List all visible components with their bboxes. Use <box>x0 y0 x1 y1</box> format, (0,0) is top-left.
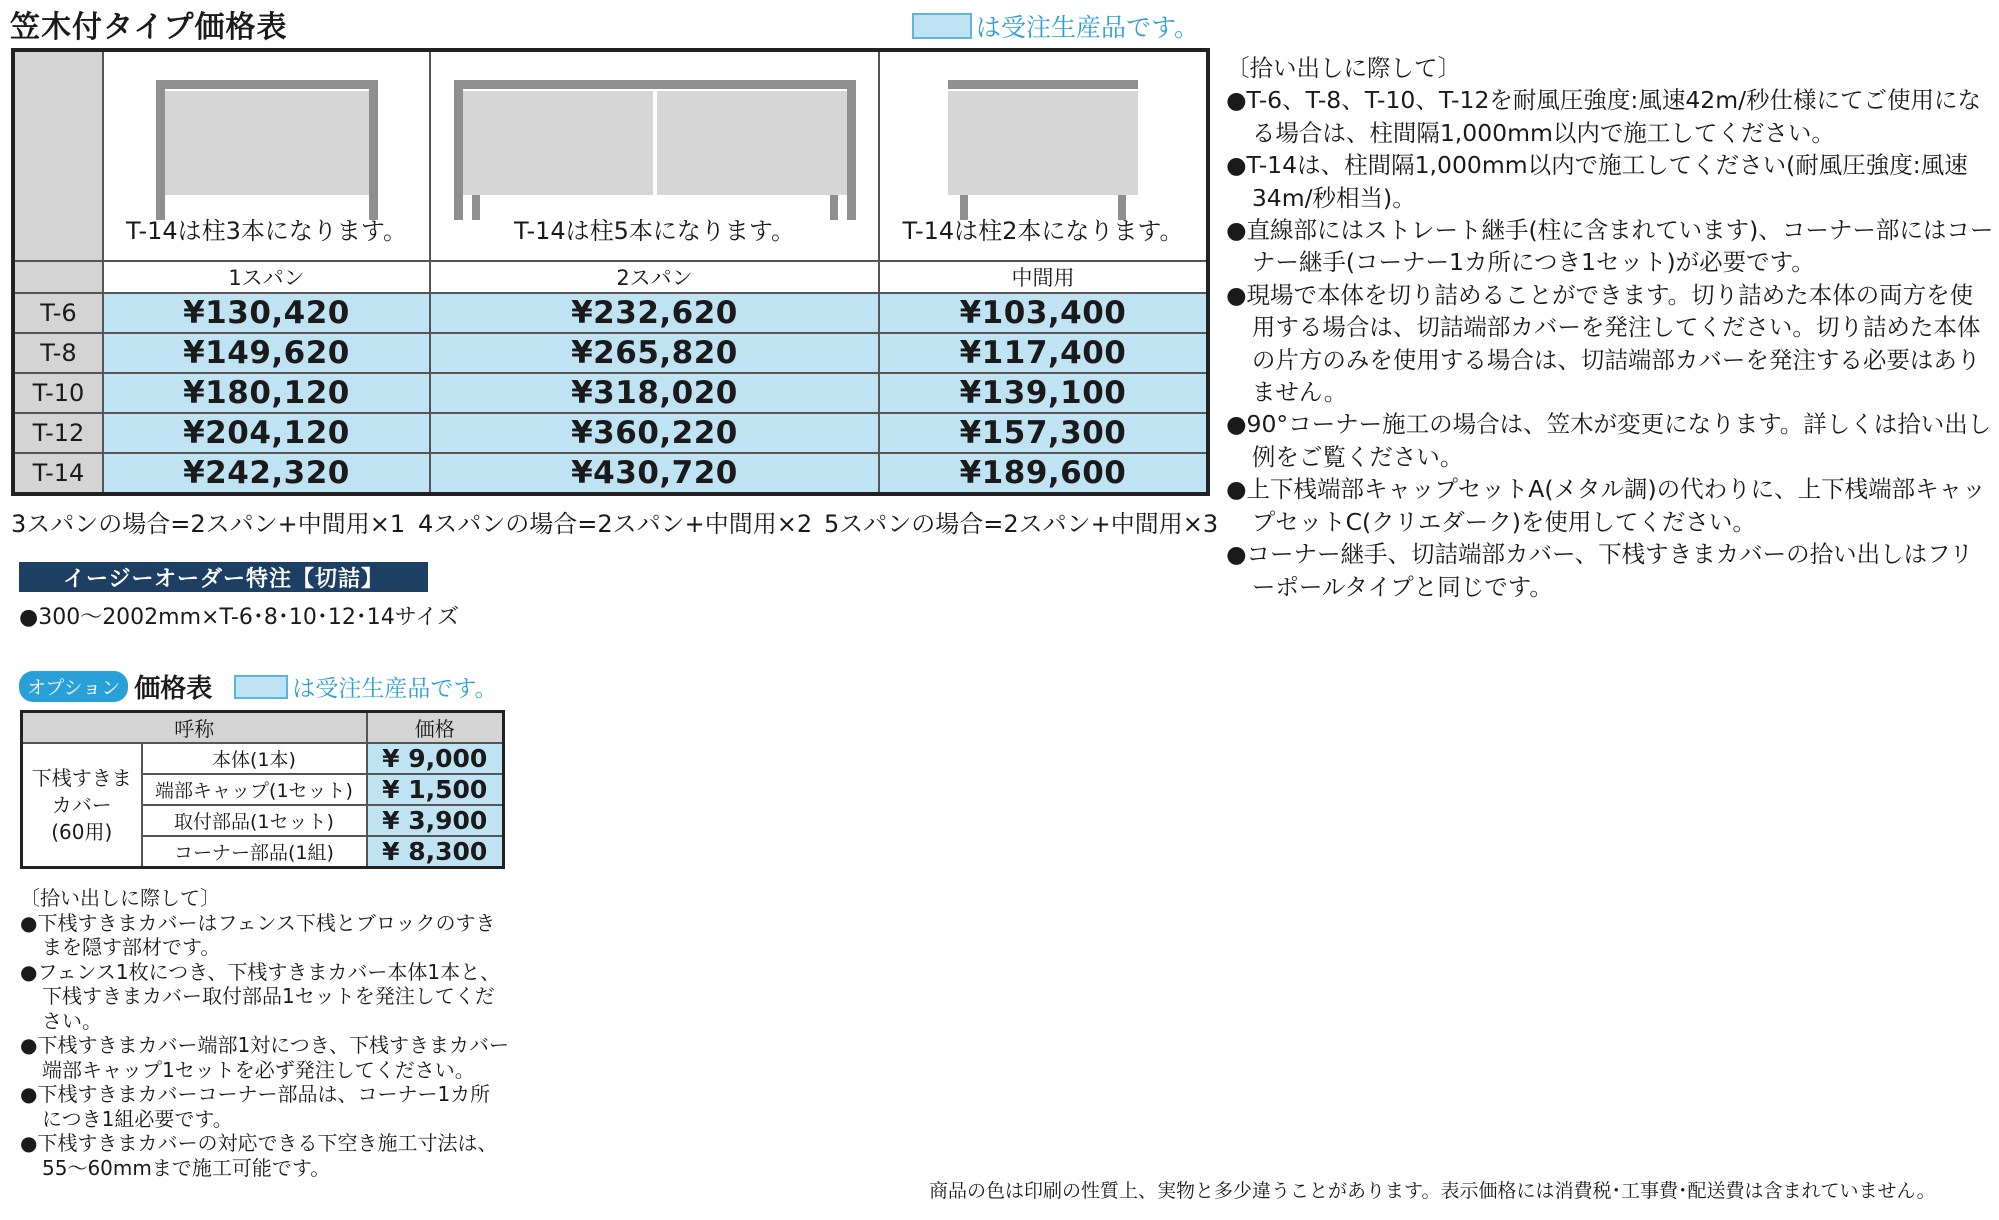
note-item: ●コーナー継手、切詰端部カバー、下桟すきまカバーの拾い出しはフリーポールタイプと同じです。 <box>1226 540 1974 601</box>
option-notes <box>20 886 510 1180</box>
column-header: 1スパン <box>103 261 430 293</box>
price-cell: ¥204,120 <box>103 413 430 453</box>
fence-illustration-1span <box>103 50 430 261</box>
caption-2span: T-14は柱5本になります。 <box>513 217 795 245</box>
column-header: 2スパン <box>430 261 879 293</box>
fence-1span-icon <box>156 80 378 220</box>
price-cell: ¥430,720 <box>430 453 879 494</box>
row-label: T-12 <box>13 413 103 453</box>
table-row <box>13 373 1208 413</box>
item-price: ¥ 9,000 <box>367 743 504 774</box>
fence-illustration-middle <box>879 50 1208 261</box>
price-cell: ¥318,020 <box>430 373 879 413</box>
price-cell: ¥149,620 <box>103 333 430 373</box>
caption-middle: T-14は柱2本になります。 <box>902 217 1184 245</box>
table-row <box>13 293 1208 333</box>
note-item: ●下桟すきまカバーコーナー部品は、コーナー1カ所につき1組必要です。 <box>20 1082 491 1131</box>
fence-2span-icon <box>454 80 856 220</box>
table-corner <box>13 50 103 261</box>
table-corner <box>13 261 103 293</box>
price-cell: ¥180,120 <box>103 373 430 413</box>
item-price: ¥ 1,500 <box>367 774 504 805</box>
note-item: ●下桟すきまカバーの対応できる下空き施工寸法は、55～60mmまで施工可能です。 <box>20 1131 498 1180</box>
option-badge: オプション <box>19 671 128 702</box>
main-price-table <box>11 48 1210 496</box>
price-cell: ¥232,620 <box>430 293 879 333</box>
row-label: T-10 <box>13 373 103 413</box>
table-row <box>13 333 1208 373</box>
note-item: ●下桟すきまカバー端部1対につき、下桟すきまカバー端部キャップ1セットを必ず発注してください。 <box>20 1033 509 1082</box>
row-label: T-6 <box>13 293 103 333</box>
option-legend <box>234 670 497 703</box>
note-item: ●現場で本体を切り詰めることができます。切り詰めた本体の両方を使用する場合は、切詰端部カバーを発注してください。切り詰めた本体の片方のみを使用する場合は、切詰端部カバーを発注する必要はありません。 <box>1226 280 1981 407</box>
caption-1span: T-14は柱3本になります。 <box>125 217 407 245</box>
easy-order-banner: イージーオーダー特注【切詰】 <box>19 562 428 592</box>
span-combo-note: 3スパンの場合=2スパン+中間用×1 <box>11 510 406 538</box>
notes-heading: 〔拾い出しに際して〕 <box>1226 54 1461 82</box>
table-row <box>22 743 504 774</box>
light-blue-swatch <box>912 13 972 39</box>
note-item: ●T-14は、柱間隔1,000mm以内で施工してください(耐風圧強度:風速34m/秒相当)。 <box>1226 151 1968 212</box>
legend-text: は受注生産品です。 <box>292 676 498 702</box>
made-to-order-legend <box>912 8 1199 44</box>
note-item: ●上下桟端部キャップセットA(メタル調)の代わりに、上下桟端部キャップセットC(クリエダーク)を使用してください。 <box>1226 475 1986 536</box>
price-cell: ¥242,320 <box>103 453 430 494</box>
light-blue-swatch <box>234 675 288 699</box>
option-header <box>19 668 497 705</box>
main-notes <box>1226 52 1996 603</box>
span-combo-note: 4スパンの場合=2スパン+中間用×2 <box>418 510 813 538</box>
item-name: 本体(1本) <box>142 743 367 774</box>
column-header: 価格 <box>367 712 504 744</box>
table-row <box>13 413 1208 453</box>
table-row <box>13 453 1208 494</box>
fence-illustration-2span <box>430 50 879 261</box>
item-price: ¥ 3,900 <box>367 805 504 836</box>
group-label <box>22 743 142 868</box>
row-label: T-14 <box>13 453 103 494</box>
option-title: 価格表 <box>134 674 213 704</box>
item-name: 取付部品(1セット) <box>142 805 367 836</box>
price-cell: ¥189,600 <box>879 453 1208 494</box>
price-cell: ¥130,420 <box>103 293 430 333</box>
note-item: ●90°コーナー施工の場合は、笠木が変更になります。詳しくは拾い出し例をご覧ください。 <box>1226 410 1992 471</box>
column-header: 呼称 <box>22 712 367 744</box>
item-price: ¥ 8,300 <box>367 836 504 868</box>
price-cell: ¥360,220 <box>430 413 879 453</box>
note-item: ●フェンス1枚につき、下桟すきまカバー本体1本と、下桟すきまカバー取付部品1セットを発注してください。 <box>20 959 501 1033</box>
span-combo-note: 5スパンの場合=2スパン+中間用×3 <box>824 510 1219 538</box>
column-header: 中間用 <box>879 261 1208 293</box>
option-price-table <box>20 710 505 869</box>
price-cell: ¥157,300 <box>879 413 1208 453</box>
notes-heading: 〔拾い出しに際して〕 <box>20 886 220 910</box>
item-name: コーナー部品(1組) <box>142 836 367 868</box>
fence-middle-icon <box>948 80 1138 220</box>
footer-disclaimer: 商品の色は印刷の性質上、実物と多少違うことがあります。表示価格には消費税･工事費･配送費は含まれていません。 <box>929 1180 1936 1202</box>
note-item: ●直線部にはストレート継手(柱に含まれています)、コーナー部にはコーナー継手(コーナー1カ所につき1セット)が必要です。 <box>1226 216 1994 277</box>
price-cell: ¥103,400 <box>879 293 1208 333</box>
note-item: ●T-6、T-8、T-10、T-12を耐風圧強度:風速42m/秒仕様にてご使用になる場合は、柱間隔1,000mm以内で施工してください。 <box>1226 86 1982 147</box>
page-title: 笠木付タイプ価格表 <box>10 10 288 45</box>
item-name: 端部キャップ(1セット) <box>142 774 367 805</box>
price-cell: ¥265,820 <box>430 333 879 373</box>
group-label-text: 下桟すきま カバー (60用) <box>31 765 132 844</box>
price-cell: ¥117,400 <box>879 333 1208 373</box>
legend-text: は受注生産品です。 <box>976 13 1200 42</box>
price-cell: ¥139,100 <box>879 373 1208 413</box>
note-item: ●下桟すきまカバーはフェンス下桟とブロックのすきまを隠す部材です。 <box>20 910 496 959</box>
row-label: T-8 <box>13 333 103 373</box>
easy-order-item: ●300～2002mm×T-6･8･10･12･14サイズ <box>19 605 460 630</box>
